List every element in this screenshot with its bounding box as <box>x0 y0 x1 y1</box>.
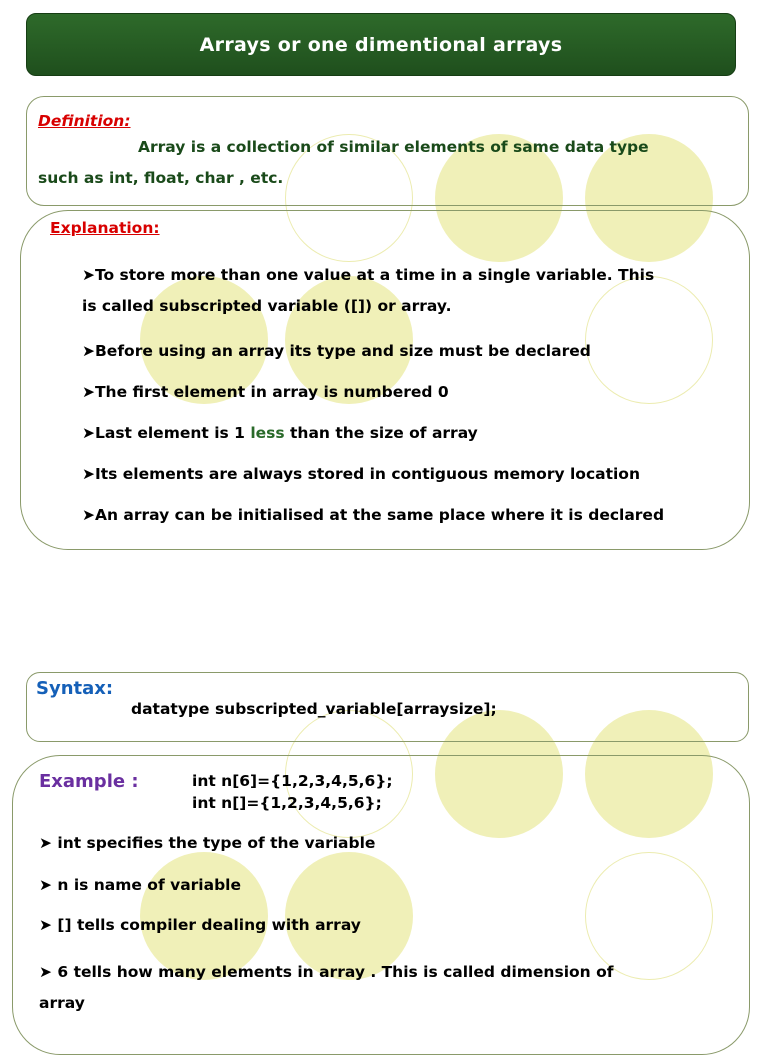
example-point: ➤ [] tells compiler dealing with array <box>39 916 361 934</box>
example-heading: Example : <box>39 771 139 792</box>
example-code-1: int n[6]={1,2,3,4,5,6}; <box>192 772 393 790</box>
explanation-item: ➤The first element in array is numbered 0 <box>82 383 449 401</box>
example-point: ➤ n is name of variable <box>39 876 241 894</box>
explanation-item-text: than the size of array <box>284 424 478 442</box>
definition-line-2: such as int, float, char , etc. <box>38 169 284 187</box>
explanation-item: ➤Its elements are always stored in contiguous memory location <box>82 465 640 483</box>
explanation-item: is called subscripted variable ([]) or array. <box>82 297 452 315</box>
definition-line-1: Array is a collection of similar elements of same data type <box>138 138 649 156</box>
example-point: ➤ int specifies the type of the variable <box>39 834 376 852</box>
title-banner <box>26 13 736 76</box>
explanation-item <box>82 424 478 442</box>
explanation-item-text: ➤Last element is 1 <box>82 424 251 442</box>
explanation-item: ➤To store more than one value at a time in a single variable. This <box>82 266 655 284</box>
explanation-heading: Explanation: <box>50 219 160 237</box>
example-point: ➤ 6 tells how many elements in array . This is called dimension of <box>39 963 614 981</box>
syntax-heading: Syntax: <box>36 678 114 699</box>
explanation-item: ➤An array can be initialised at the same place where it is declared <box>82 506 665 524</box>
explanation-box <box>20 210 750 550</box>
explanation-item: ➤Before using an array its type and size must be declared <box>82 342 591 360</box>
example-code-2: int n[]={1,2,3,4,5,6}; <box>192 794 382 812</box>
definition-heading: Definition: <box>38 112 131 130</box>
highlight-less: less <box>250 424 285 442</box>
example-point: array <box>39 994 85 1012</box>
page-title: Arrays or one dimentional arrays <box>199 33 563 56</box>
syntax-code: datatype subscripted_variable[arraysize]; <box>131 700 497 718</box>
